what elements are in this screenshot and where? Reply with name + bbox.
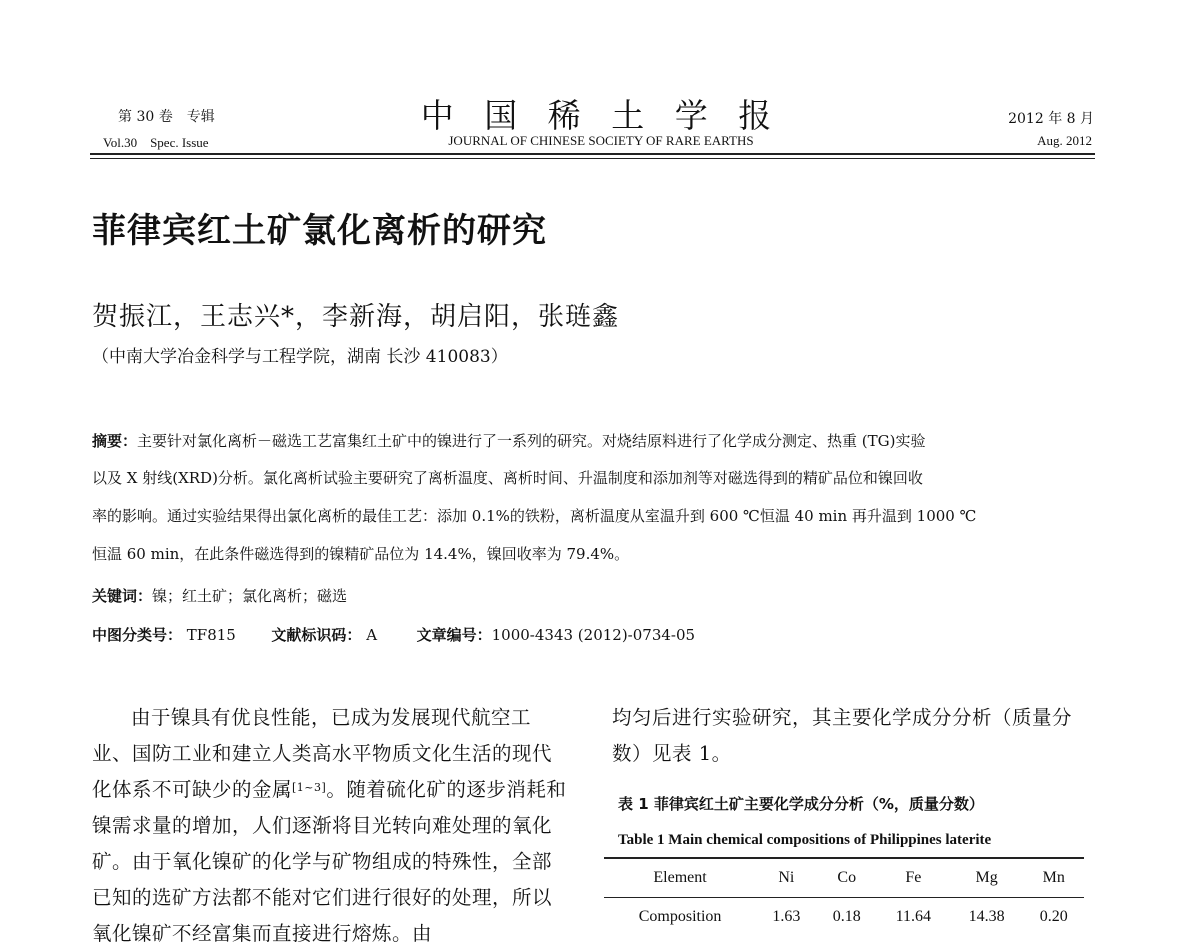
abstract-label: 摘要： [92, 432, 138, 450]
volume-cn: 第 30 卷 专辑 [118, 109, 215, 125]
issue-date-en: Aug. 2012 [1037, 133, 1092, 148]
journal-title-en: JOURNAL OF CHINESE SOCIETY OF RARE EARTHS [448, 133, 754, 148]
composition-table [604, 857, 1084, 936]
table-header-cell: Mg [975, 869, 998, 886]
classification-line [92, 624, 695, 645]
doc-code-label: 文献标识码： [271, 626, 362, 644]
header-rule-thin [90, 158, 1095, 159]
table-cell: 11.64 [895, 908, 932, 925]
keywords-line [92, 585, 347, 606]
table-header-cell: Co [837, 869, 857, 886]
abstract-line-4: 恒温 60 min，在此条件磁选得到的镍精矿品位为 14.4%，镍回收率为 79.4%。 [92, 545, 630, 563]
body-right-column [612, 700, 1092, 772]
keywords-value: 镍；红土矿；氯化离析；磁选 [152, 587, 348, 605]
abstract-line-2: 以及 X 射线(XRD)分析。氯化离析试验主要研究了离析温度、离析时间、升温制度和添加剂等对磁选得到的精矿品位和镍回收 [92, 469, 923, 487]
paper-title: 菲律宾红土矿氯化离析的研究 [92, 211, 547, 251]
citation-ref: [1~3] [292, 781, 327, 794]
keywords-label: 关键词： [92, 587, 153, 605]
affiliation: （中南大学冶金科学与工程学院，湖南 长沙 410083） [92, 347, 508, 367]
table-caption-en: Table 1 Main chemical compositions of Philippines laterite [618, 832, 992, 848]
table-header-cell: Ni [778, 869, 795, 886]
table-cell: 1.63 [772, 908, 801, 925]
abstract-line-3: 率的影响。通过实验结果得出氯化离析的最佳工艺：添加 0.1%的铁粉，离析温度从室温升到 600 ℃恒温 40 min 再升温到 1000 ℃ [92, 507, 977, 525]
table-header-cell: Fe [905, 869, 922, 886]
table-cell: 0.18 [832, 908, 861, 925]
table-header-cell: Mn [1042, 869, 1065, 886]
clc-value: TF815 [186, 626, 236, 644]
table-cell: 14.38 [968, 908, 1005, 925]
body-left-text-2: 。随着硫化矿的逐步消耗和镍需求量的增加，人们逐渐将目光转向难处理的氧化矿。由于氧化镍矿的化学与矿物组成的特殊性，全部已知的选矿方法都不能对它们进行很好的处理，所以氧化镍矿不经富集而直接进行熔炼。由 [92, 778, 567, 945]
body-right-paragraph: 均匀后进行实验研究，其主要化学成分分析（质量分数）见表 1。 [612, 706, 1073, 765]
table-header-row [604, 858, 1084, 898]
body-left-text-1: 由于镍具有优良性能，已成为发展现代航空工业、国防工业和建立人类高水平物质文化生活的现代化体系不可缺少的金属 [92, 706, 553, 801]
volume-en: Vol.30 Spec. Issue [103, 135, 209, 150]
article-no-label: 文章编号： [416, 626, 492, 644]
body-left-column [92, 700, 567, 952]
table-caption-cn: 表 1 菲律宾红土矿主要化学成分分析（%，质量分数） [618, 795, 984, 813]
author-list: 贺振江，王志兴*，李新海，胡启阳，张琏鑫 [92, 302, 620, 332]
body-left-paragraph [92, 700, 567, 952]
header-rule-thick [90, 153, 1095, 155]
table-header-cell: Element [653, 869, 707, 886]
table-cell: Composition [638, 908, 722, 925]
abstract-text-1: 主要针对氯化离析－磁选工艺富集红土矿中的镍进行了一系列的研究。对烧结原料进行了化学成分测定、热重 (TG)实验 [137, 432, 926, 450]
abstract-line-1 [92, 430, 925, 451]
clc-label: 中图分类号： [92, 626, 183, 644]
table-row [604, 898, 1084, 937]
doc-code-value: A [366, 626, 378, 644]
issue-date-cn: 2012 年 8 月 [1008, 111, 1094, 127]
table-cell: 0.20 [1039, 908, 1068, 925]
journal-title-cn: 中 国 稀 土 学 报 [420, 96, 782, 135]
article-no-value: 1000-4343 (2012)-0734-05 [491, 626, 696, 644]
